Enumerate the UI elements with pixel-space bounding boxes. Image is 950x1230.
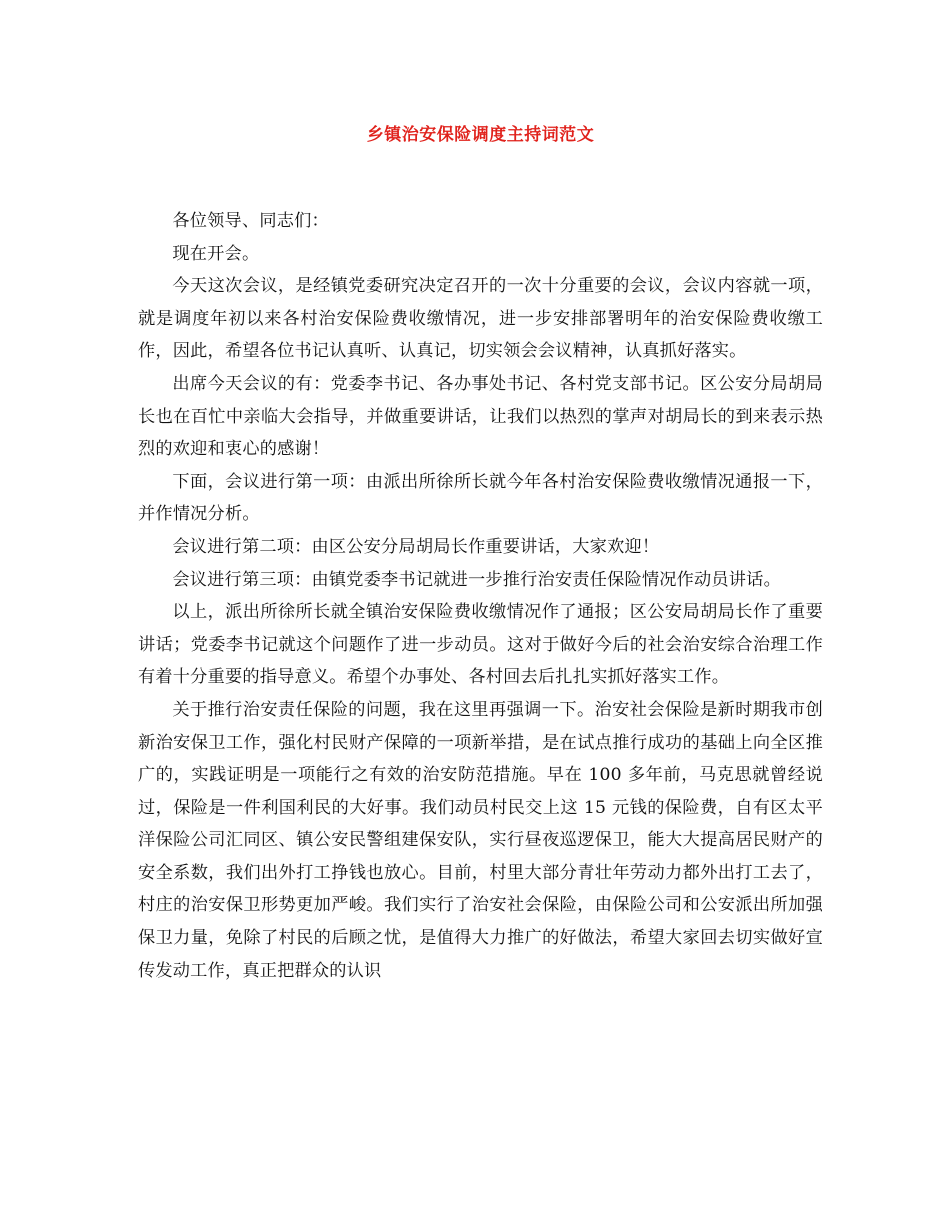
paragraph-meeting-purpose: 今天这次会议，是经镇党委研究决定召开的一次十分重要的会议，会议内容就一项，就是调度年初以来各村治安保险费收缴情况，进一步安排部署明年的治安保险费收缴工作，因此，希望各位书记认真听、认真记，切实领会会议精神，认真抓好落实。 [138,276,823,362]
paragraph-opening: 现在开会。 [172,243,260,264]
paragraph-agenda-item-2: 会议进行第二项：由区公安分局胡局长作重要讲话，大家欢迎！ [172,536,660,557]
paragraph-greeting: 各位领导、同志们： [172,211,329,231]
paragraph-attendees: 出席今天会议的有：党委李书记、各办事处书记、各村党支部书记。区公安分局胡局长也在百忙中亲临大会指导，并做重要讲话，让我们以热烈的掌声对胡局长的到来表示热烈的欢迎和衷心的感谢！ [138,373,823,460]
paragraph-agenda-item-1: 下面，会议进行第一项：由派出所徐所长就今年各村治安保险费收缴情况通报一下，并作情况分析。 [138,471,823,525]
document-body [138,205,823,987]
paragraph-insurance-emphasis: 关于推行治安责任保险的问题，我在这里再强调一下。治安社会保险是新时期我市创新治安保卫工作，强化村民财产保障的一项新举措，是在试点推行成功的基础上向全区推广的，实践证明是一项能行之有效的治安防范措施。早在 100 多年前，马克思就曾经说过，保险是一件利国利民的大好事。我们动员村民交上这 15 元钱的保险费，自有区太平洋保险公司汇同区、镇公安民警组建保安队，实行昼夜巡逻保卫，能大大提高居民财产的安全系数，我们出外打工挣钱也放心。目前，村里大部分青壮年劳动力都外出打工去了，村庄的治安保卫形势更加严峻。我们实行了治安社会保险，由保险公司和公安派出所加强保卫力量，免除了村民的后顾之忧，是值得大力推广的好做法，希望大家回去切实做好宣传发动工作，真正把群众的认识 [138,699,823,981]
paragraph-agenda-item-3: 会议进行第三项：由镇党委李书记就进一步推行治安责任保险情况作动员讲话。 [172,569,781,590]
paragraph-summary: 以上，派出所徐所长就全镇治安保险费收缴情况作了通报；区公安局胡局长作了重要讲话；党委李书记就这个问题作了进一步动员。这对于做好今后的社会治安综合治理工作有着十分重要的指导意义。希望个办事处、各村回去后扎扎实抓好落实工作。 [138,602,823,688]
document-title: 乡镇治安保险调度主持词范文 [366,125,595,145]
